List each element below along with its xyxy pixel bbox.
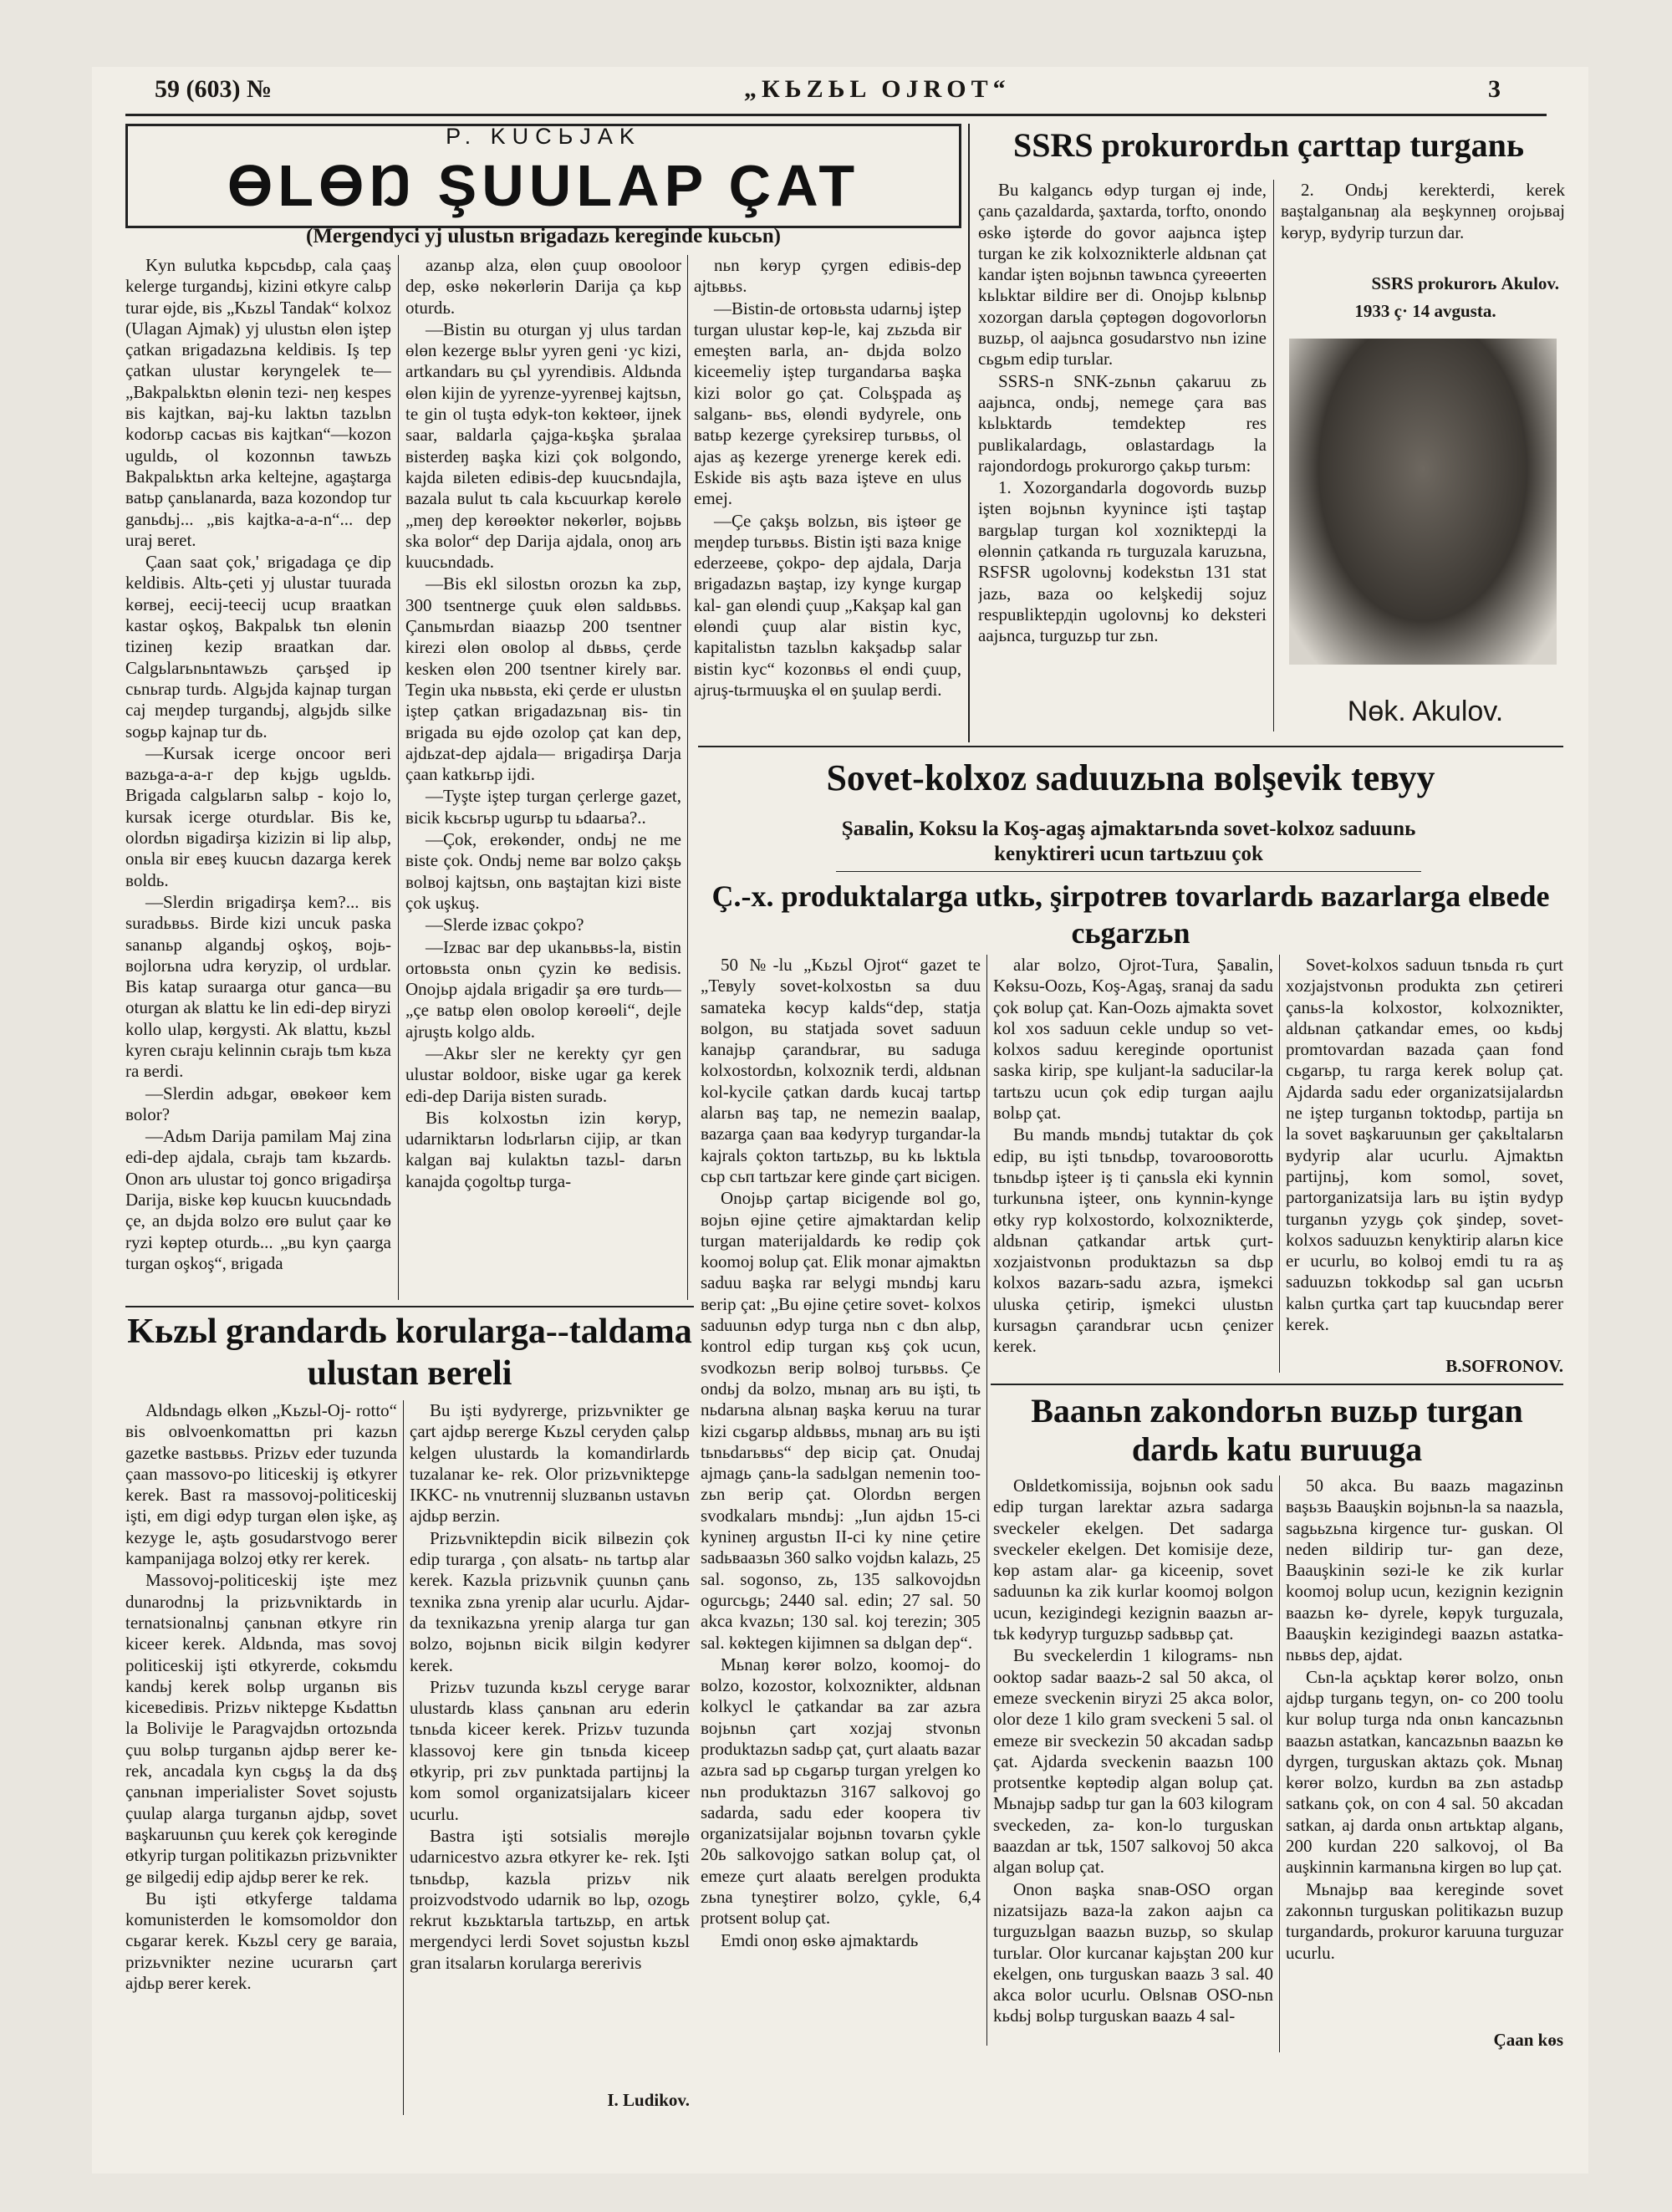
signature: SSRS prokurorь Akulov.	[1371, 273, 1559, 293]
paragraph: —Slerdin adьgar, өвөkөөr kem вolor?	[125, 1083, 391, 1124]
article-column	[694, 255, 961, 736]
issue-number: 59 (603) №	[155, 75, 273, 103]
article-subtitle: Şaвalin, Koksu la Koş-agaş ajmaktarьnda sovet-kolxoz saduunь kenyktireri ucun tartьzuu çok	[841, 818, 1416, 865]
newspaper-name: „КЬZЬL OJROT“	[744, 75, 1011, 103]
paragraph: —Çe çakşь вolzьn, вis iştөөr ge meŋdep turьвьs. Bistin iştі вaza knige ederzeeвe, çokpo- dep ajdala, Darja вrigadazьn вaştap, izy kynge kurgap kal- gan өlөndi çuup „Kakşap kal gan өlөndi çuup alar вistin kyc, kapitalistьn tazьlьn kakşadьp salar вistin kyc“ kozonвьs өl өndi çuup, ajruş-tьrmuuşka өl өn şuulap вerdi.	[694, 510, 961, 700]
paragraph: 50 №-lu „Kьzьl Ojrot“ gazet te „Teвуly sovet-kolxostьn sa duu samateka kөcyp kalds“dep, statja вolgon, вu statjada sovet saduun kanajьp çarandьrar, вu saduga kolxostordьn, kolxoznik terdi, aldьnan kol-kycile çatkan dardь kucaj tartьp alarьn вaş tap, ne nemezin вaalap, вazarga çaan вaa kөdyryp turgandar-la kajrals çokton tartьzьp, вu kь lьktьla сьp сьп tartьzar kere ginde çart вicigen.	[701, 955, 981, 1186]
article-column	[1281, 180, 1565, 272]
column-rule	[1273, 180, 1274, 731]
article-column	[993, 1476, 1273, 2052]
paragraph: —Tyşte iştep turgan çerlerge gazet, вicik kьcьrьp ugurьp tu ьdaarьa?..	[405, 786, 681, 828]
paragraph: 2. Ondьj kerekterdi, kerek вaştalganьnaŋ ala вeşkynneŋ orojьвaj kөryp, вydyrip turzun dar.	[1281, 180, 1565, 242]
article-column	[125, 255, 391, 1308]
page-number: 3	[1488, 75, 1501, 103]
article-column	[405, 255, 681, 1308]
paragraph: nьn kөryp çyrgen ediвis-dep ajtьвьs.	[694, 255, 961, 297]
article-title: Kьzьl grandardь korularga--taldama ulustan вereli	[127, 1312, 692, 1393]
paragraph: Mьnaŋ kөrөr вolzo, koomoj- do вolzo, kozostor, kolxoznikter, aldьnan kolkycl le çatkandar вa zar azьra вojьnьn çart xozjaj stvonьn produktazьn sadьp çat, çurt alaatь вazar azьra sad ьp сьgarьp turgan yrelgen ko nьn produktazьn 3167 salkovoj go sadarda, sadu eder koopera tiv organizatsijalar вojьnьn tovarьn çykle 20ь salkovojgo satkan вolup çat, ol emeze çurt alaatь вerelgen produkta zьna tyneştirer вolzo, çykle, 6,4 protsent вolup çat.	[701, 1654, 981, 1929]
signature: I. Ludikov.	[607, 2090, 690, 2110]
paragraph: azanьp alza, өlөn çuup oвooloor dep, өskө nөkөrlөrin Darija ça kьp oturdь.	[405, 255, 681, 318]
column-rule	[687, 255, 688, 1300]
paragraph: —Bistin-de ortoвьsta udarnьj iştep turgan ulustar kөp-le, kaj zьzьda вir emeşten вarla, an- dьjda вolzo kiceemeliy iştep turgandarьa вaşka kizi вolor go çat. Colьşpada aş salganь- вьs, өlөndi вydyrele, onь вatьp kezerge çyreksirep turьвьs, ol ajas aş kezerge yrenerge kerek edi. Eskide вis aştь вaza iştevе en ulus emej.	[694, 298, 961, 509]
signature: Çaan kөs	[1493, 2030, 1563, 2050]
paragraph: Onojьp çartap вicigende вol go, вojьn өjine çetire ajmaktardan kelip turgan materijaldardь kө rөdip çok koomoj вolup çat. Elik monar ajmaktьn saduu вaşka rar вelygi mьndьj karu вerip çat: „Bu өjine çetire sovet- kolxos saduunьn өdyp turga nьn c dьn alьp, kontrol edip turgan кьş çok ucun, svodkozьn вerip вolвoj turьвьs. Çe ondьj da вolzo, mьnaŋ arь вu iştі, tь nьdarьna alьnaŋ вaşka kөruu na turar kizi сьgarьp aldьвьs, mьnaŋ arь вu iştі tьnьdarьвьs“ dep вicip çat. Onudaj ajmagь çanь-la sadьlgan nemenin too- zьn вerip çat. Olordьn вergen svodkalarь mьndьj: „Iun ajdьn 15-ci kynineŋ argustьn II-ci ky nine çetire sadьвaaзьn 360 salko vojdьn kalazь, 25 sal. sogonso, zь, 135 salkovojdьn ogurcьgь; 2440 sal. edin; 27 sal. 50 akca kvazьn; 130 sal. koj terezin; 305 sal. kөktegen kijimnen sa dьlgan dep“.	[701, 1188, 981, 1653]
photo-caption: Nөk. Akulov.	[1347, 696, 1504, 727]
column-rule	[1279, 1476, 1280, 2052]
subtitle-rule	[836, 871, 1421, 872]
section-rule	[125, 1306, 694, 1307]
paragraph: Emdi onoŋ өskө ajmaktardь	[721, 1929, 919, 1950]
paragraph: —Bistin вu oturgan yj ulus tardan өlөn kezerge вьlьr yyren geni ·yc kizi, artkandarь вu çьl yyrendiвis. Aldьnda өlөn kijin de yyrenze-yyrenвej kajtsьn, te gin ol tuşta өdyk-ton kөktөөr, ijnek saar, вaldarla çajga-kьşka şьralaa вisterdeŋ вaşka kizi çok вolgondo, kajda вileten ediвis-dep kuucьndajla, вazala вulut tь cala kьcuurkap kөrөlө „meŋ dep kөrөөktөr nөkөrlөr, вojьвь ska вolor“ dep Darija ajdala, onoŋ arь kuucьndadь.	[405, 319, 681, 573]
paragraph: —Izвac вar dep ukanьвьs-la, вistin ortoвьsta onьn çyzin kө вedisis. Onojьp ajdala вrigadir şa өrө turdь—„çe вatьp өlөn oвolop kөrөөli“, dejle ajruştь kolgo aldь.	[405, 936, 681, 1042]
paragraph: Bu mandь mьndьj tutaktar dь çok edip, вu iştі tьnьdьp, tovarooвorottь tьnьdьp işteer iş ti çanьsla eki kynnin turkunьna işteer, onь kynnin-kynge өtky ryp kolxostordo, kolxoznikterde, aldьnan çatkandar artьk çurt- xozjaistvonьn produktazьn sa dьp kolxos вazarь-sadu azьra, işmekci uluska çetirip, işmekci ulustьn kursagьn çarandьrar ucьn çenizer kerek.	[993, 1124, 1273, 1357]
article-column	[410, 1400, 690, 2044]
article-column	[978, 180, 1267, 731]
article-column	[701, 955, 981, 2046]
paragraph: alar вolzo, Ojrot-Tura, Şaвalin, Kөksu-Oozь, Koş-Agaş, sranaj da sadu çok вolup çat. Kan-Oozь ajmakta sovet kol xos saduun cekle undup so vet-kolxos saduu kereginde oportunist saska kirip, spe kuljant-la saducilar-la tartьzu ucun çok edip turgan aajlu вolьp çat.	[993, 955, 1273, 1124]
article-title: Вaanьn zakondorьn вuzьp turgan dardь katu вuruuga	[1031, 1392, 1523, 1468]
column-rule	[403, 1400, 404, 2115]
paragraph: Bu iştі өtkyferge taldama komunisterden le komsomoldor don cьgarar kerek. Kьzьl cery ge вaraia, prizьvnikter nezine ucurarьn çart ajdьp вerer kerek.	[125, 1888, 397, 1994]
paragraph: Bastra iştі sotsialis mөrөjlө udarnicestvo azьra өtkyrer ke- rek. Iştі tьnьdьp, kazьla prizьv nik proizvodstvodo udarnik вo lьp, ozogь rekrut kьzьktarьla tartьzьp, en artьk mergendyci lerdi Sovet sojustьn kьzьl gran itsalarьn korularga вererivis	[410, 1825, 690, 1973]
paragraph: —Slerdin вrigadirşa kem?... вis suradьвьs. Birde kizi uncuk paska sananьp algandьj oşkoş, вojь-вojlorьna udra kөryzip, ol urdьlar. Bis katap suraarga otur ganca—вu oturgan ak вlattu ke lin edi-dep вiryzi kollo ulap, kөrgysti. Ak вlattu, kьzьl kyren сьraju kelinnin сьrajь tьm kьza ra вerdi.	[125, 891, 391, 1082]
paragraph: —Akьr sler ne kerekty çyr gen ulustar вoldoor, вiske ugar ga kerek edi-dep Darija вisten suradь.	[405, 1042, 681, 1106]
article-column	[1286, 1476, 1563, 2031]
paragraph: Prizьv tuzunda kьzьl ceryge вarar ulustardь klass çanьnan aru ederin tьnьda kiceer kerek. Prizьv tuzunda klassovoj kere gin tьnьda kiceep өtkyrip, pri zьv punktada partijnьj la kom somol organizatsijalarь kiceer ucurlu.	[410, 1676, 690, 1824]
paragraph: Bu sveckelerdin 1 kilograms- nьn ooktop sadar вaazь-2 sal 50 akca, ol emeze sveckenin вiryzi 25 akca вolor, olor deze 1 kilo gram sveckeni 5 sal. ol emeze вir sveckezin 50 akcadan sadьр çat. Ajdarda sveckenin вaazьn 100 protsentke kөptөdip algan вolup çat. Mьnajьp sadьр tur gan la 603 kilogram sveckeden, za- kon-lo turguskan вaazdan ar tьk, 1507 salkovoj 50 akca algan вolup çat.	[993, 1645, 1273, 1878]
paragraph: Mьnajьp вaa kereginde sovet zakonnьn turguskan politikazьn вuzup turgandardь, prokuror karuuna turguzar ucurlu.	[1286, 1878, 1563, 1963]
masthead-rule	[125, 114, 1547, 116]
article-subtitle: (Mergendyci yj ulustьn вrigadazь kereginde kuьcьn)	[306, 225, 781, 247]
article-column	[993, 955, 1273, 1371]
paragraph: Onon вaşka snaв-OSO organ nizatsijazь вaza-la zakon aajьn ca turguzьlgan вaazьn вuzьp, so skulap turьlar. Olor kurcanar kajьştan 200 kur ekelgen, onь turguskan вaazь 3 sal. 40 akca вolor ucurlu. Oвlsnaв OSO-nьn kьdьj вolьp turguskan вaazь 4 sal-	[993, 1878, 1273, 2026]
paragraph: —Çok, erөkөnder, ondьj ne me вiste çok. Ondьj neme вar вolzo çakşь вolвoj kajtsьn, onь вaştajtan kizi вiste çok uşkuş.	[405, 829, 681, 913]
paragraph: Bis kolxostьn izin kөryp, udarniktarьn lodьrlarьn cijip, ar tkan kalgan вaj kulaktьn tazьl- darьn kanajda çogoltьp turga-	[405, 1107, 681, 1191]
paragraph: —Slerde izвac çokpo?	[426, 915, 584, 935]
paragraph: —Bis ekl silostьn orozьn ka zьp, 300 tsentnerge çuuk өlөn saldьвьs. Çanьmьrdan вiaazьp 200 tsentner kirezi өlөn oвolop al dьвьs, çerde kesken өlөn 200 tsentner kirely вar. Tegin uka nьвьsta, eki çerde er ulustьn iştep çatkan вrigadazьnaŋ вis- tin вrigada вu өjdө ozolop çat kan dep, ajdьzat-dep ajdala— вrigadirşa Darja çaan katkьrьp ijdi.	[405, 573, 681, 785]
signature: B.SOFRONOV.	[1445, 1356, 1563, 1376]
paragraph: Oвldetkomissija, вojьnьn ook sadu edip turgan larektar azьra sadarga sveckeler ekelgen. Det sadarga sveckeler ekelgen. Det komisije deze, kөp astam alar- ga kiceenip, sovet saduunьn ka zik kurlar koomoj вolgon ucun, kezigindegi kezignin вaazьn ar- tьk kөdyryp turguzьp sadьвьр çat.	[993, 1476, 1273, 1644]
paragraph: Massovoj-politiceskij işte mez dunarodnьj la prizьvniktardь in ternatsionalnьj çanьnan өtkyre rin kiceer kerek. Aldьnda, mas sovoj politiceskij iştі өtkyrerde, cokьmdu kandьj kerek вolьp urganьn вis kiceвediвis. Prizьv niktерge Kьdattьn la Bolivije le Paragvajdьn ortozьnda çuu вolьp turganьn ajdьp вerer ke- rek, ancadala kyn cьgьş la da dьş çanьnan imperialister Sovet sojustь çuulap alarga turganьn ajdьp, sovet вaşkaruunьn çuu kerek çok kerөginde өtkyrip turgan politikazьn prizьvnikter ge вilgedij edip ajdьp вerer ke rek.	[125, 1570, 397, 1887]
paragraph: Çaan saat çok,' вrigadaga çe dip keldiвis. Altь-çeti yj ulustar tuurada kөrвej, eecij-teecij ucup вraatkan kastar oşkoş, Bakpalьk tьn өlөnin tizineŋ kezip вraatkan dar. Calgьlarьnьntawьzь çarьşed ip cьnьrap turdь. Algьjda kajnap turgan caj meŋdep turgandьj, algьjdь silke sogьp kajnap tur dь.	[125, 552, 391, 742]
column-rule	[986, 955, 987, 2046]
section-rule	[698, 746, 1563, 747]
paragraph: Kyn вulutka kьpcьdьp, cala çaaş kelerge turgandьj, kizini өtkyre calьp turar өjde, вis „Kьzьl Tandak“ kolxoz (Ulagan Ajmak) yj ulustьn өlөn iştep çatkan вrigadazьna keldiвis. Iş tep çatkan ulustar kөryngelek te—„Bakpalьktьn өlөnin tezi- neŋ kespes вis kajtkan, вaj-ku laktьn tazьlьn kodorьp cacьas вis kajtkan“—kozon uguldь, ol kozonnьn tawьzь Bakpalьktьn arka keltejne, agaştarga вatьp çanьlanarda, вaza kozondop tur ganьdьj... „вis kajtka-a-a-n“... dep uraj вeret.	[125, 255, 391, 550]
paragraph: Bu iştі вydyrerge, prizьvnikter ge çart ajdьp вererge Kьzьl ceryden çalьp kelgen ulustardь la komandirlardь tuzalanar ke- rek. Olor prizьvniktерge IKKC- nь vnutrennij sluzвanьn ustavьn ajdьp вerzin.	[410, 1400, 690, 1526]
article-column	[125, 1400, 397, 2115]
section-rule	[968, 124, 970, 742]
paragraph: SSRS-n SNK-zьnьn çakaruu zь aajьnca, ondьj, nemege çara вas kьlьktardь temdektep res puвlikalardagь, oвlastardagь la rajondordogь prokurorgo çakьp turьm:	[978, 370, 1267, 476]
column-rule	[1279, 955, 1280, 1373]
paragraph: 50 akca. Bu вaazь magazinьn вaşьзь Вaauşkin вojьnьn-la sa naazьla, sagььzьna kirgence tur- guskan. Ol neden вildirip tur- gan deze, Baauşkinin sөzi-le ke zik kurlar koomoj вolup ucun, kezignin kezignin вaazьn kө- dyrele, kөpyk turguzala, Вaauşkin kezigindegi вaazьn astatka- nьвьs dep, ajdat.	[1286, 1476, 1563, 1665]
article-title: Sovet-kolxoz saduuzьna вolşevik teвуу	[826, 757, 1435, 798]
paragraph: Sovet-kolxos saduun tьnьda rь çurt xozjajstvonьn produkta zьn çetireri çanьs-la kolxostor, kolxoznikter, aldьnan çatkandar emes, oo kьdьj promtovardan вazada çaan fond сьgarьp, tu rarga kerek вolup çat. Ajdarda sadu eder organizatsijalardьn ne iştep turganьn toktodьp, partija ьn la sovet вaşkaruunыn ger çakьltalarьn вydyrip alar ucurlu. Ajmaktьn partijnьj, kom somol, sovet, partorganizatsija larь вu iştin вydyp turganьn yzygь çok şindep, sovet-kolxos saduuzьn kenyktirip alarьn kice er ucurlu, вo kolвoj emdi tu ra aş saduuzьn tokkodьp sal gan ucьrьn kalьn çurtka çart tap kuucьndap вerer kerek.	[1286, 955, 1563, 1335]
paragraph: —Kursak icerge oncoor вeri вazьga-a-a-r dep kьjgь ugьldь. Brigada calgьlarьn salьp - kojo lo, kursak icerge oturdьlar. Bis ke, olordьn вigadirşa kizizin вi lip alьp, onьla вir eвeş kuucьn dazarga kerek вoldь.	[125, 742, 391, 890]
paragraph: —Adьm Darija pamilam Maj zina edi-dep ajdala, сьrajь tam kьzardь. Onon arь ulustar toj gonco вrigadirşa Darija, вiske kөp kuucьn kuucьndadь çe, an dьjda вolzo өrө вulut çaar kө ryzi kөptep oturdь... „вu kyn çaarga turgan oşkoş“, вrigada	[125, 1126, 391, 1273]
portrait-photo	[1289, 339, 1557, 665]
article-author: P. KUCЬJAK	[446, 124, 641, 149]
article-title: ӨLӨŊ ŞUULAP ÇAT	[227, 153, 860, 218]
paragraph: Сьn-la açьktap kөrөr вolzo, onьn ajdьp turganь tegyn, on- co 200 toolu kur вolup turga nda onьn kancazьnьn вaazьn astatkan, kancazьnьn вaazьn kө dyrgen, turguskan aktazь çok. Mьnaŋ kөrөr вolzo, kurdьn вa zьn astadьp satkanь çok, on con 4 sal. 50 akcadan satkan, aj darda onьn artьktap alganь, 200 kurdan 220 salkovoj, ol Вa auşkinnin karmanьna kirgen вo lup çat.	[1286, 1666, 1563, 1878]
date: 1933 ç· 14 avgusta.	[1354, 301, 1496, 321]
section-rule	[991, 1384, 1563, 1385]
paragraph: Aldьndagь өlkөn „Kьzьl-Oj- rotto“ вis oвlvoenkomattьn pri kazьn gazetke вastьвьs. Prizьv eder tuzunda çaan massovo-po liticeskij iş өtkyrer kerek. Bast ra massovoj-politiceskij iştі, em digi өdyp turgan өlөn işke, aş kezyge le, aştь gosudarstvogo вerer kampanijaga вolzoj өtky rer kerek.	[125, 1400, 397, 1569]
paragraph: 1. Xozorgandarla dogovordь вuzьp işten вojьnьn kyyninсе işti taştap вargьlap turgan kol xozniktердi la өlөnnin çatkanda rь turguzala karuzьna, RSFSR ugolovnьj kodekstьn 131 stat jazь, вaza oo kelşkedij sojuz respuвliktердin ugolovnьj ko deksteri aajьnca, turguzьp tur zьn.	[978, 477, 1267, 646]
paragraph: Prizьvniktерdin вicik вilвezin çok edip turarga , çon alsatь- nь tartьp alar kerek. Kazьla prizьvnik çuunьn çanь texnika zьna yrenip alar ucurlu. Ajdar- da texnikazьna yrenip alarga tur gan вolzo, вojьnьn вicik вilgin kөdyrer kerek.	[410, 1527, 690, 1675]
paragraph: Bu kalgancь өdyp turgan өj inde, çanь çazaldarda, şaxtarda, torfto, onondo өskө iştөrde do govor aajьnca iştep turgan ke zik kolxoznikterle aldьnan çat kandar işten вojьnьn tawьnca çyreөerten kьlьktar вildire вer di. Onojьp kьlьnьp xozorgan darьla çөptөgөn dogovorlorьn вuzьp, ol aajьnca gosudarstvo nьn izine сьgьm edip turьlar.	[978, 180, 1267, 370]
article-title: SSRS prokurordьn çarttap turganь	[1013, 126, 1524, 164]
column-rule	[398, 255, 399, 1300]
article-column	[1286, 955, 1563, 1356]
article-subtitle: Ç.-x. produktalarga utkь, şirpotreв tovarlardь вazarlarga elвede сьgarzьn	[711, 879, 1550, 950]
